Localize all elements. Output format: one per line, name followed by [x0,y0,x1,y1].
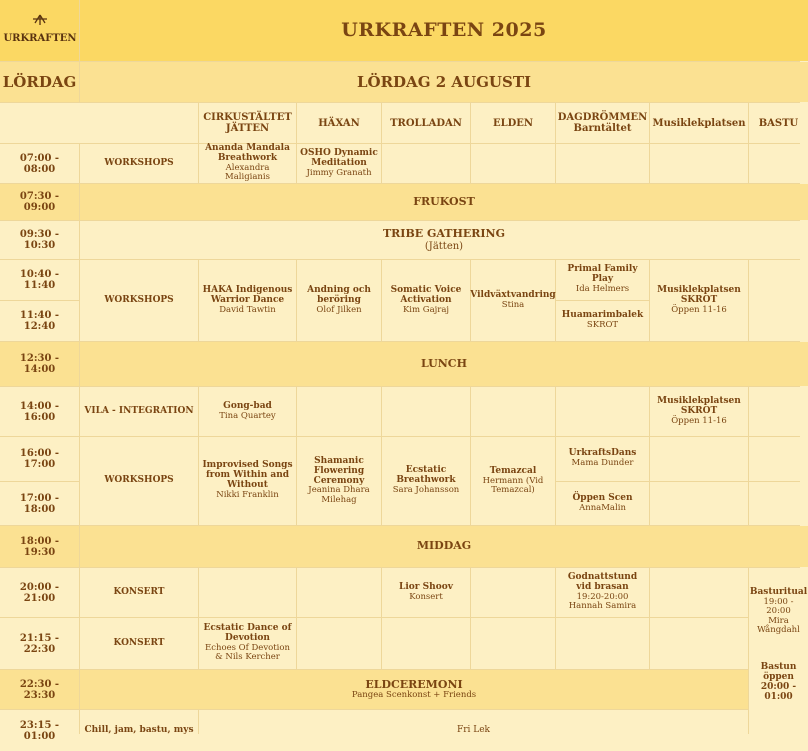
time-slot: 09:30 - 10:30 [0,221,79,259]
empty-cell [382,144,470,183]
time-slot: 12:30 - 14:00 [0,342,79,386]
event-lior-shoov[interactable]: Lior Shoov Konsert [382,568,470,617]
column-header-musiklekplatsen: Musiklekplatsen [650,103,748,143]
time-slot: 16:00 - 17:00 [0,437,79,481]
empty-cell [471,387,555,436]
column-header-cirkustaltet: CIRKUSTÄLTET JÄTTEN [199,103,296,143]
urkraften-logo-icon [2,13,77,49]
event-temazcal[interactable]: Temazcal Hermann (Vid Temazcal) [471,437,555,525]
svg-text:URKRAFTEN: URKRAFTEN [2,32,77,44]
empty-cell [749,144,808,183]
event-fri-lek[interactable]: Fri Lek [199,710,748,751]
konsert-label: KONSERT [80,568,198,617]
event-ananda[interactable]: Ananda Mandala Breathwork Alexandra Maligianis [199,144,296,183]
column-header-bastu: BASTU [749,103,808,143]
empty-cell [749,437,808,481]
column-header-trolladan: TROLLADAN [382,103,470,143]
date-label: LÖRDAG 2 AUGUSTI [80,62,808,102]
time-slot: 14:00 - 16:00 [0,387,79,436]
day-label: LÖRDAG [0,62,79,102]
empty-cell [199,568,296,617]
event-huamarimba[interactable]: Huamarimbalek SKROT [556,301,649,341]
workshops-label: WORKSHOPS [80,144,198,183]
empty-cell [650,482,748,525]
event-musiklek-2[interactable]: Musiklekplatsen SKROT Öppen 11-16 [650,387,748,436]
time-slot: 10:40 - 11:40 [0,260,79,300]
time-slot: 07:30 - 09:00 [0,184,79,220]
event-urkraftsdans[interactable]: UrkraftsDans Mama Dunder [556,437,649,481]
empty-cell [382,618,470,669]
event-improvised-songs[interactable]: Improvised Songs from Within and Without Nikki Franklin [199,437,296,525]
event-primal[interactable]: Primal Family Play Ida Helmers [556,260,649,300]
empty-cell [297,618,381,669]
time-slot: 23:15 - 01:00 [0,710,79,751]
empty-cell [650,568,748,617]
event-osho[interactable]: OSHO Dynamic Meditation Jimmy Granath [297,144,381,183]
logo [0,0,79,61]
time-slot: 22:30 - 23:30 [0,670,79,709]
konsert-label: KONSERT [80,618,198,669]
empty-cell [382,387,470,436]
time-slot: 21:15 - 22:30 [0,618,79,669]
empty-cell [556,387,649,436]
empty-cell [556,618,649,669]
empty-cell [471,144,555,183]
event-vildvaxt[interactable]: Vildväxtvandring Stina [471,260,555,341]
event-gong[interactable]: Gong-bad Tina Quartey [199,387,296,436]
empty-cell [297,568,381,617]
empty-cell [471,568,555,617]
empty-cell [749,482,808,525]
time-slot: 18:00 - 19:30 [0,526,79,567]
event-godnattstund[interactable]: Godnattstund vid brasan 19:20-20:00 Hannah Samira [556,568,649,617]
empty-cell [650,618,748,669]
time-slot: 07:00 - 08:00 [0,144,79,183]
middag-band: MIDDAG [80,526,808,567]
event-tribe-gathering[interactable]: TRIBE GATHERING (Jätten) [80,221,808,259]
event-shamanic[interactable]: Shamanic Flowering Ceremony Jeanina Dhara Milehag [297,437,381,525]
event-andning[interactable]: Andning och beröring Olof Jilken [297,260,381,341]
event-somatic[interactable]: Somatic Voice Activation Kim Gajraj [382,260,470,341]
event-ecstatic-dance[interactable]: Ecstatic Dance of Devotion Echoes Of Devotion & Nils Kercher [199,618,296,669]
lunch-band: LUNCH [80,342,808,386]
frukost-band: FRUKOST [80,184,808,220]
time-slot: 11:40 - 12:40 [0,301,79,341]
event-haka[interactable]: HAKA Indigenous Warrior Dance David Tawtin [199,260,296,341]
time-slot: 17:00 - 18:00 [0,482,79,525]
empty-cell [556,144,649,183]
event-eldceremoni[interactable]: ELDCEREMONI Pangea Scenkonst + Friends [80,670,748,709]
empty-cell [650,437,748,481]
empty-cell [650,144,748,183]
event-oppen-scen[interactable]: Öppen Scen AnnaMalin [556,482,649,525]
workshops-label: WORKSHOPS [80,437,198,525]
chill-label: Chill, jam, bastu, mys [80,710,198,751]
workshops-label: WORKSHOPS [80,260,198,341]
empty-cell [749,387,808,436]
event-bastu[interactable]: Basturitual 19:00 - 20:00 Mira Wångdahl Bastun öppen 20:00 - 01:00 [749,568,808,751]
column-header-elden: ELDEN [471,103,555,143]
event-ecstatic-breathwork[interactable]: Ecstatic Breathwork Sara Johansson [382,437,470,525]
column-header-dagdrommen: DAGDRÖMMEN Barntältet [556,103,649,143]
empty-cell [297,387,381,436]
vila-label: VILA - INTEGRATION [80,387,198,436]
empty-cell [749,260,808,341]
column-header-haxan: HÄXAN [297,103,381,143]
event-musiklek-1[interactable]: Musiklekplatsen SKROT Öppen 11-16 [650,260,748,341]
page-title: URKRAFTEN 2025 [80,0,808,61]
header-blank [0,103,198,143]
empty-cell [471,618,555,669]
time-slot: 20:00 - 21:00 [0,568,79,617]
